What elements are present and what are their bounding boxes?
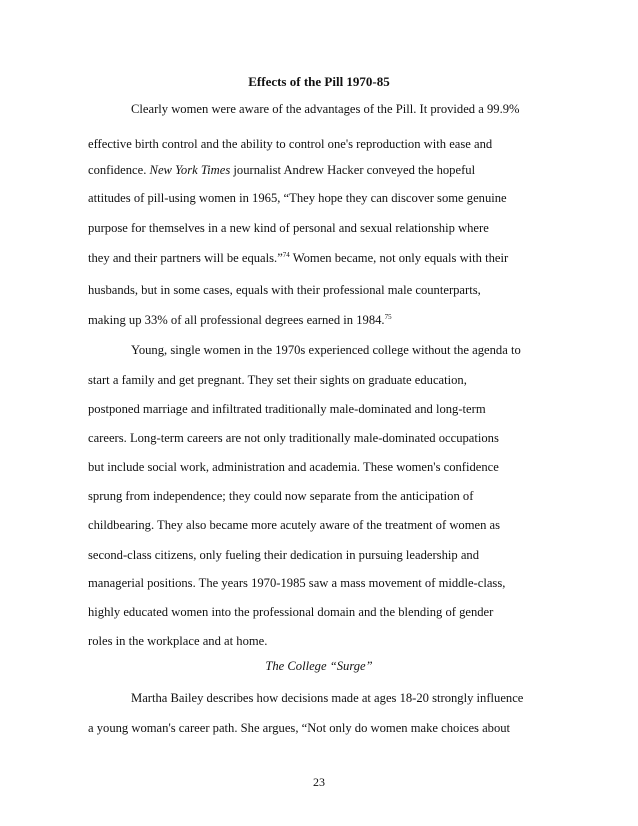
- p1-line-6b: Women became, not only equals with their: [289, 251, 509, 265]
- p2-line-7: childbearing. They also became more acutely aware of the treatment of women as: [88, 518, 501, 532]
- subheading: The College “Surge”: [265, 659, 373, 673]
- p1-line-6a: they and their partners will be equals.”: [88, 251, 283, 265]
- p2-line-4: careers. Long-term careers are not only traditionally male-dominated occupations: [88, 431, 499, 445]
- page-number: 23: [313, 775, 325, 789]
- newspaper-title: New York Times: [149, 163, 231, 177]
- p2-line-5: but include social work, administration and academia. These women's confidence: [88, 460, 499, 474]
- p1-line-4: attitudes of pill-using women in 1965, “They hope they can discover some genuine: [88, 191, 507, 205]
- p1-line-5: purpose for themselves in a new kind of personal and sexual relationship where: [88, 221, 489, 235]
- p2-line-9: managerial positions. The years 1970-1985 saw a mass movement of middle-class,: [88, 576, 506, 590]
- p1-line-3a: confidence.: [88, 163, 150, 177]
- p2-line-10: highly educated women into the professional domain and the blending of gender: [88, 605, 494, 619]
- p2-line-2: start a family and get pregnant. They set their sights on graduate education,: [88, 373, 467, 387]
- p2-line-1: Young, single women in the 1970s experienced college without the agenda to: [131, 343, 521, 357]
- p3-line-1: Martha Bailey describes how decisions made at ages 18-20 strongly influence: [131, 691, 524, 705]
- p1-line-2: effective birth control and the ability to control one's reproduction with ease and: [88, 137, 493, 151]
- p1-line-7: husbands, but in some cases, equals with their professional male counterparts,: [88, 283, 481, 297]
- p2-line-6: sprung from independence; they could now separate from the anticipation of: [88, 489, 474, 503]
- p3-line-2: a young woman's career path. She argues, “Not only do women make choices about: [88, 721, 511, 735]
- p1-line-1: Clearly women were aware of the advantages of the Pill. It provided a 99.9%: [131, 102, 520, 116]
- p1-line-3b: journalist Andrew Hacker conveyed the hopeful: [230, 163, 476, 177]
- p1-line-6: [88, 250, 548, 266]
- p1-line-3: [88, 162, 548, 178]
- footnote-74: 74: [282, 250, 290, 259]
- p2-line-11: roles in the workplace and at home.: [88, 634, 268, 648]
- footnote-75: 75: [384, 312, 392, 321]
- p1-line-8a: making up 33% of all professional degrees earned in 1984.: [88, 313, 385, 327]
- section-heading: Effects of the Pill 1970-85: [248, 74, 390, 89]
- p1-line-8: [88, 312, 548, 328]
- p2-line-8: second-class citizens, only fueling their dedication in pursuing leadership and: [88, 548, 479, 562]
- p2-line-3: postponed marriage and infiltrated traditionally male-dominated and long-term: [88, 402, 486, 416]
